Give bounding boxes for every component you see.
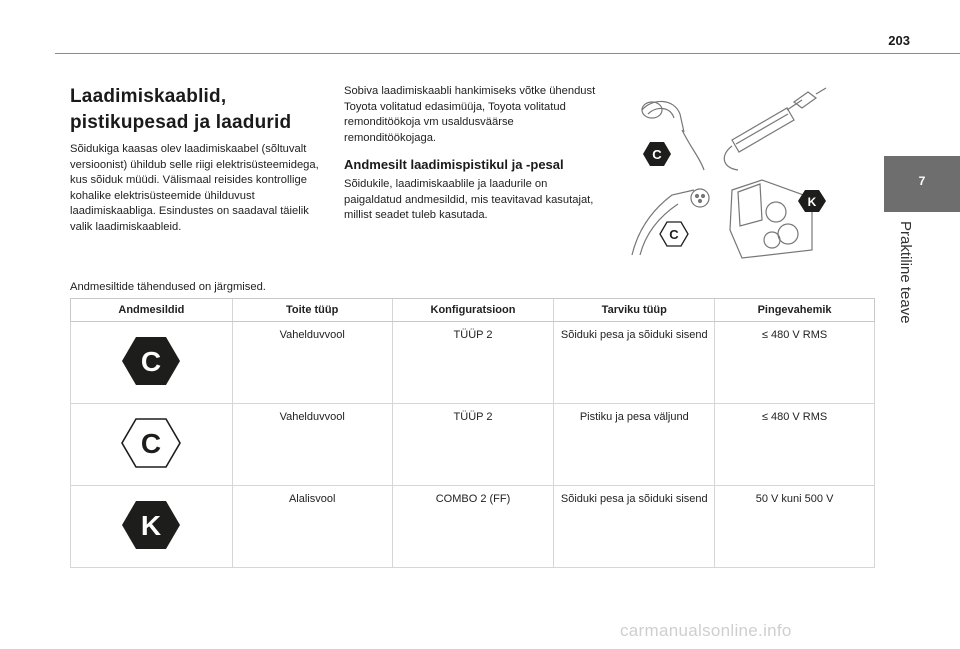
accessory-type-cell: Pistiku ja pesa väljund [554,404,715,486]
label-cell [71,404,233,486]
configuration-cell: TÜÜP 2 [392,322,554,404]
label-c-outline-icon [121,417,181,469]
label-paragraph: Sõidukile, laadimiskaablile ja laadurile on paigaldatud andmesildid, mis teavitavad kasutajat, millist seadet tuleb kasutada. [344,178,594,221]
label-cell [71,322,233,404]
left-column [70,84,325,235]
svg-text:C: C [141,427,162,459]
svg-text:C: C [652,147,662,162]
label-k-filled-icon [798,190,826,212]
intro-paragraph: Sõidukiga kaasas olev laadimiskaabel (sõltuvalt versioonist) ühildub selle riigi elektrisüsteemidega, kus sõiduk müüdi. Välismaal reisides kontrollige kohalike elektrisüsteemide ühilduvust laadimiskaabliga. Esindustes on saadaval täielik valik laadimiskaableid. [70,143,319,233]
svg-text:C: C [669,227,679,242]
power-type-cell: Alalisvool [232,486,392,568]
chapter-tab[interactable] [884,156,960,212]
middle-column [344,84,600,224]
table-header-row [71,299,875,322]
table-header: Konfiguratsioon [392,299,554,322]
watermark: carmanualsonline.info [620,621,792,640]
table-row [71,322,875,404]
voltage-range-cell: ≤ 480 V RMS [715,322,875,404]
label-c-filled-icon [121,335,181,387]
configuration-cell: COMBO 2 (FF) [392,486,554,568]
dealer-paragraph: Sobiva laadimiskaabli hankimiseks võtke ühendust Toyota volitatud edasimüüja, Toyota volitatud remonditöökoja vm usaldusväärse remonditöökojaga. [344,85,596,144]
label-legend-table [70,298,875,568]
label-cell [71,486,233,568]
svg-text:C: C [141,345,162,377]
table-header: Pingevahemik [715,299,875,322]
table-header: Tarviku tüüp [554,299,715,322]
legend-intro: Andmesiltide tähendused on järgmised. [70,281,266,293]
accessory-type-cell: Sõiduki pesa ja sõiduki sisend [554,486,715,568]
power-type-cell: Vahelduvvool [232,322,392,404]
section-title-line2: pistikupesad ja laadurid [70,112,292,133]
section-title-line1: Laadimiskaablid, [70,86,227,107]
label-k-filled-icon [121,499,181,551]
svg-text:K: K [807,195,817,209]
chapter-number: 7 [918,174,926,188]
table-header: Toite tüüp [232,299,392,322]
table-header: Andmesildid [71,299,233,322]
voltage-range-cell: ≤ 480 V RMS [715,404,875,486]
accessory-type-cell: Sõiduki pesa ja sõiduki sisend [554,322,715,404]
label-c-filled-icon [643,142,671,166]
header-divider [55,53,960,54]
charging-connectors-illustration [612,80,842,260]
table-row [71,486,875,568]
label-c-outline-icon [660,222,688,246]
configuration-cell: TÜÜP 2 [392,404,554,486]
label-subtitle: Andmesilt laadimispistikul ja -pesal [344,157,564,172]
table-row [71,404,875,486]
page-number: 203 [888,33,910,48]
power-type-cell: Vahelduvvool [232,404,392,486]
voltage-range-cell: 50 V kuni 500 V [715,486,875,568]
svg-text:K: K [141,509,162,541]
chapter-title: Praktiline teave [897,221,914,324]
